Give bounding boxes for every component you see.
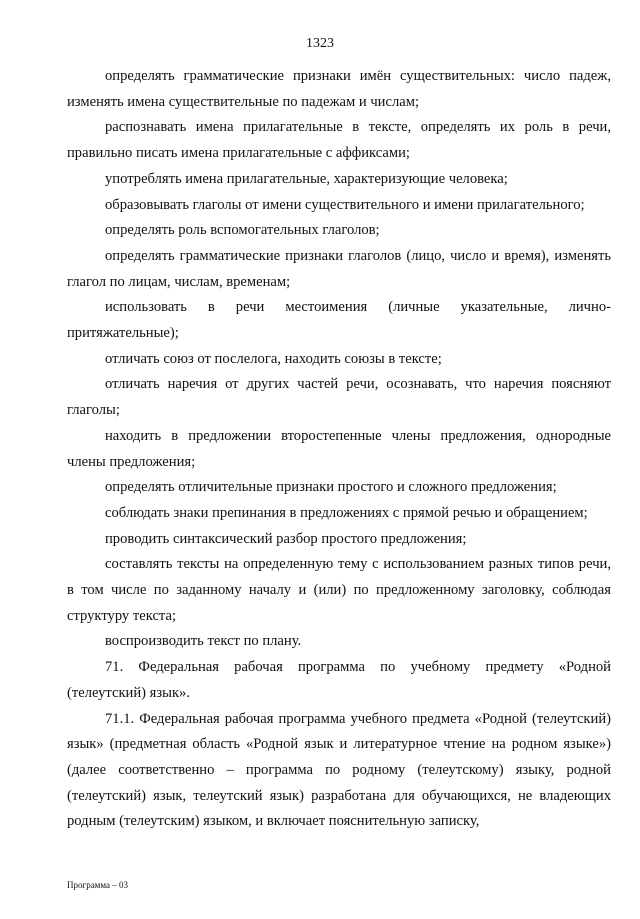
paragraph-adverbs: отличать наречия от других частей речи, осознавать, что наречия поясняют глаголы;	[67, 376, 611, 419]
paragraph-section-71: 71. Федеральная рабочая программа по учебному предмету «Родной (телеутский) язык».	[67, 659, 611, 701]
page-number: 1323	[306, 36, 334, 51]
paragraph-auxiliary-verbs: определять роль вспомогательных глаголов;	[105, 222, 380, 239]
page-footer: Программа – 03	[67, 880, 129, 890]
paragraph-adjectives-recognize: распознавать имена прилагательные в тексте, определять их роль в речи, правильно писать имена прилагательные с аффиксами;	[67, 119, 611, 162]
paragraph-verb-features: определять грамматические признаки глаголов (лицо, число и время), изменять глагол по лицам, числам, временам;	[67, 247, 611, 290]
paragraph-compose-texts: составлять тексты на определенную тему с использованием разных типов речи, в том числе по заданному началу и (или) по предложенному заголовку, соблюдая структуру текста;	[67, 556, 611, 624]
paragraph-adjectives-person: употреблять имена прилагательные, характеризующие человека;	[105, 170, 508, 187]
paragraph-punctuation: соблюдать знаки препинания в предложениях с прямой речью и обращением;	[105, 504, 588, 521]
paragraph-reproduce-text: воспроизводить текст по плану.	[105, 633, 302, 650]
paragraph-section-71-1: 71.1. Федеральная рабочая программа учебного предмета «Родной (телеутский) язык» (предметная область «Родной язык и литературное чтение на родном языке») (далее соответственно – программа по родному (телеутскому) языку, родной (телеутский) язык, телеутский язык) разработана для обучающихся, не владеющих родным (телеутским) языком, и включает пояснительную записку,	[67, 710, 611, 830]
paragraph-syntax-analysis: проводить синтаксический разбор простого предложения;	[105, 530, 467, 547]
paragraph-sentence-types: определять отличительные признаки простого и сложного предложения;	[105, 479, 557, 496]
document-body	[67, 64, 611, 835]
paragraph-verbs-form: образовывать глаголы от имени существительного и имени прилагательного;	[105, 196, 585, 213]
paragraph-pronouns: использовать в речи местоимения (личные указательные, лично-притяжательные);	[67, 299, 611, 342]
paragraph-sentence-members: находить в предложении второстепенные члены предложения, однородные члены предложения;	[67, 427, 611, 470]
paragraph-conjunctions: отличать союз от послелога, находить союзы в тексте;	[105, 350, 442, 367]
paragraph-nouns: определять грамматические признаки имён существительных: число падеж, изменять имена существительные по падежам и числам;	[67, 68, 611, 110]
